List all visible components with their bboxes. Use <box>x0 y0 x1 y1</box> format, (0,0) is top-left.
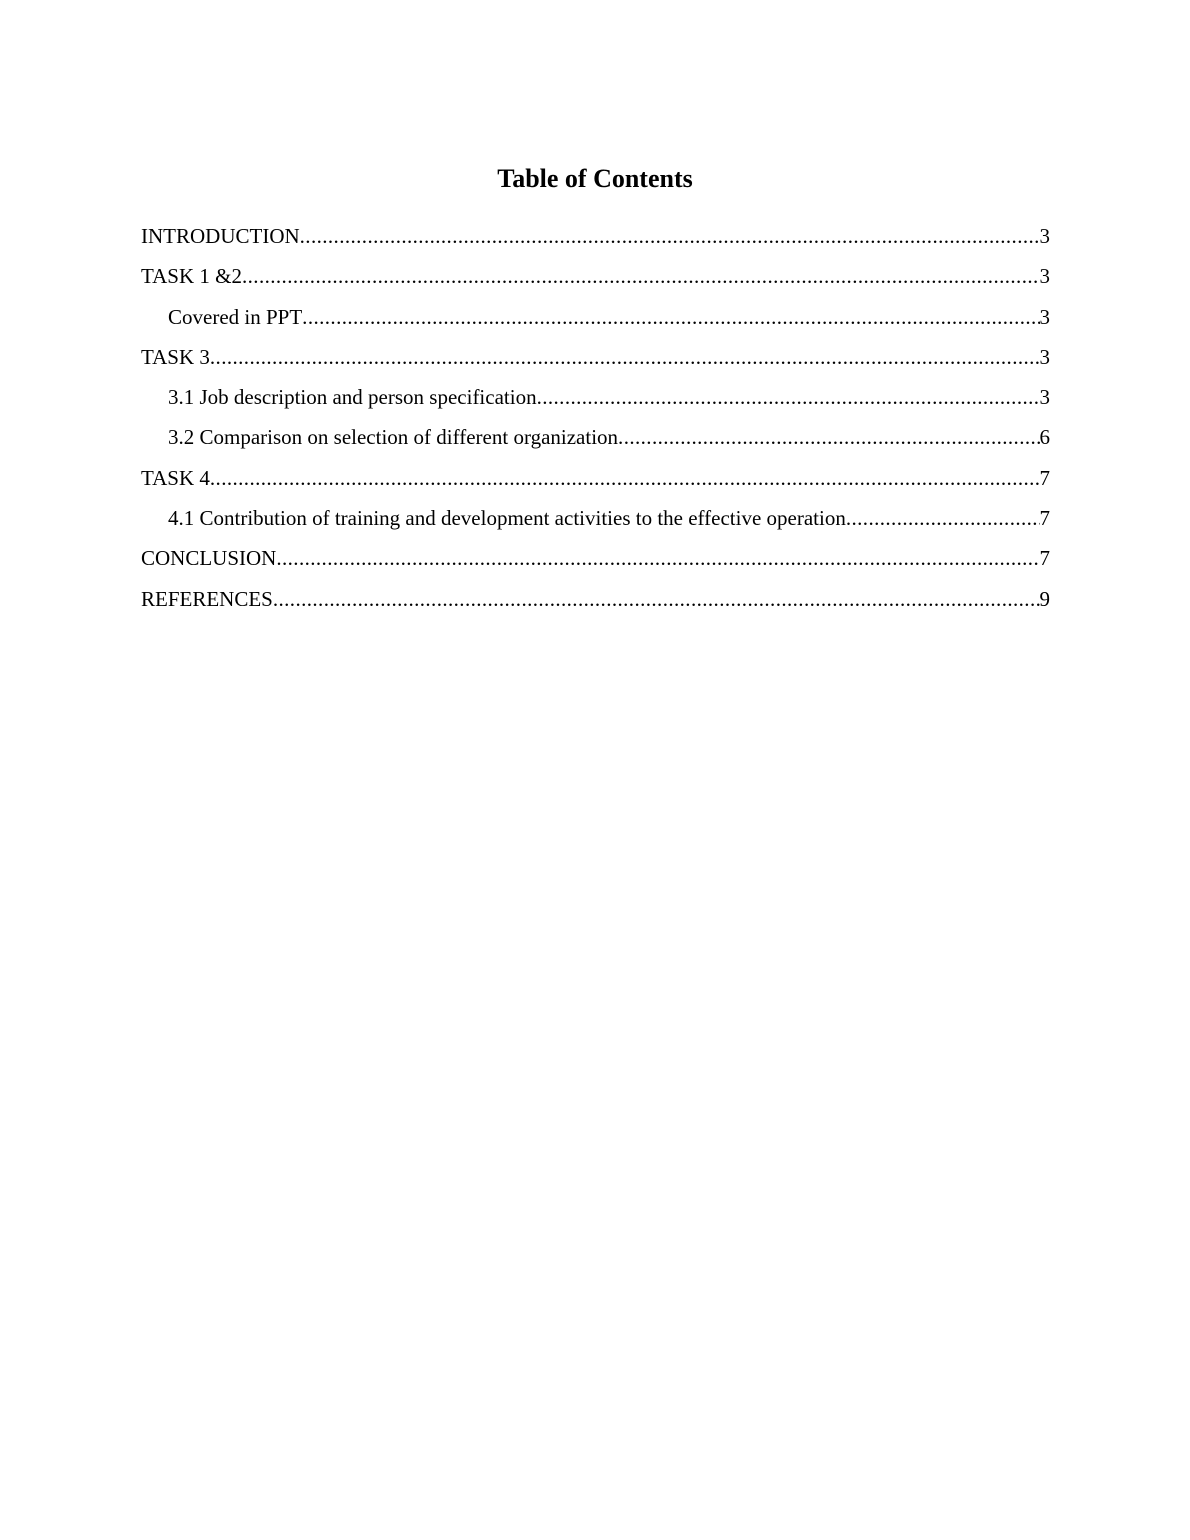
toc-page-number: 7 <box>1039 465 1050 490</box>
toc-dot-leader <box>300 216 1040 256</box>
toc-page-number: 3 <box>1039 344 1050 369</box>
toc-entry-label: REFERENCES <box>141 586 273 611</box>
toc-entry-3-1[interactable] <box>141 377 1050 417</box>
toc-entry-task-1-2[interactable] <box>141 256 1050 296</box>
toc-page-number: 3 <box>1039 224 1050 248</box>
toc-entry-label: TASK 3 <box>141 344 210 369</box>
toc-dot-leader <box>618 417 1039 457</box>
toc-entry-label: TASK 1 &2 <box>141 264 242 289</box>
toc-entry-3-2[interactable] <box>141 417 1050 457</box>
toc-dot-leader <box>276 538 1039 578</box>
toc-entry-label: INTRODUCTION <box>141 224 300 248</box>
toc-entry-label: TASK 4 <box>141 465 210 490</box>
toc-entry-label: 3.1 Job description and person specification <box>168 385 537 410</box>
toc-entry-label: 3.2 Comparison on selection of different organization <box>168 425 619 450</box>
toc-entry-4-1[interactable] <box>141 498 1050 538</box>
toc-page-number: 3 <box>1039 304 1050 329</box>
toc-title: Table of Contents <box>497 164 693 193</box>
toc-page-number: 3 <box>1039 385 1050 410</box>
toc-entry-label: Covered in PPT <box>168 304 303 329</box>
toc-page-number: 3 <box>1039 264 1050 289</box>
toc-entry-task-3[interactable] <box>141 337 1050 377</box>
toc-entry-label: CONCLUSION <box>141 546 277 571</box>
toc-dot-leader <box>302 297 1039 337</box>
toc-dot-leader <box>273 579 1040 619</box>
toc-entry-covered-in-ppt[interactable] <box>141 297 1050 337</box>
toc-list <box>141 216 1050 619</box>
toc-entry-task-4[interactable] <box>141 458 1050 498</box>
toc-page-number: 7 <box>1039 506 1050 531</box>
toc-dot-leader <box>242 256 1040 296</box>
toc-page-number: 9 <box>1039 586 1050 611</box>
toc-dot-leader <box>210 458 1040 498</box>
toc-dot-leader <box>210 337 1040 377</box>
toc-entry-introduction[interactable] <box>141 216 1050 256</box>
toc-entry-label: 4.1 Contribution of training and development activities to the effective operation <box>168 506 846 531</box>
toc-entry-conclusion[interactable] <box>141 538 1050 578</box>
toc-dot-leader <box>846 498 1040 538</box>
toc-page-number: 7 <box>1039 546 1050 571</box>
toc-page-number: 6 <box>1039 425 1050 450</box>
toc-dot-leader <box>537 377 1040 417</box>
toc-entry-references[interactable] <box>141 579 1050 619</box>
